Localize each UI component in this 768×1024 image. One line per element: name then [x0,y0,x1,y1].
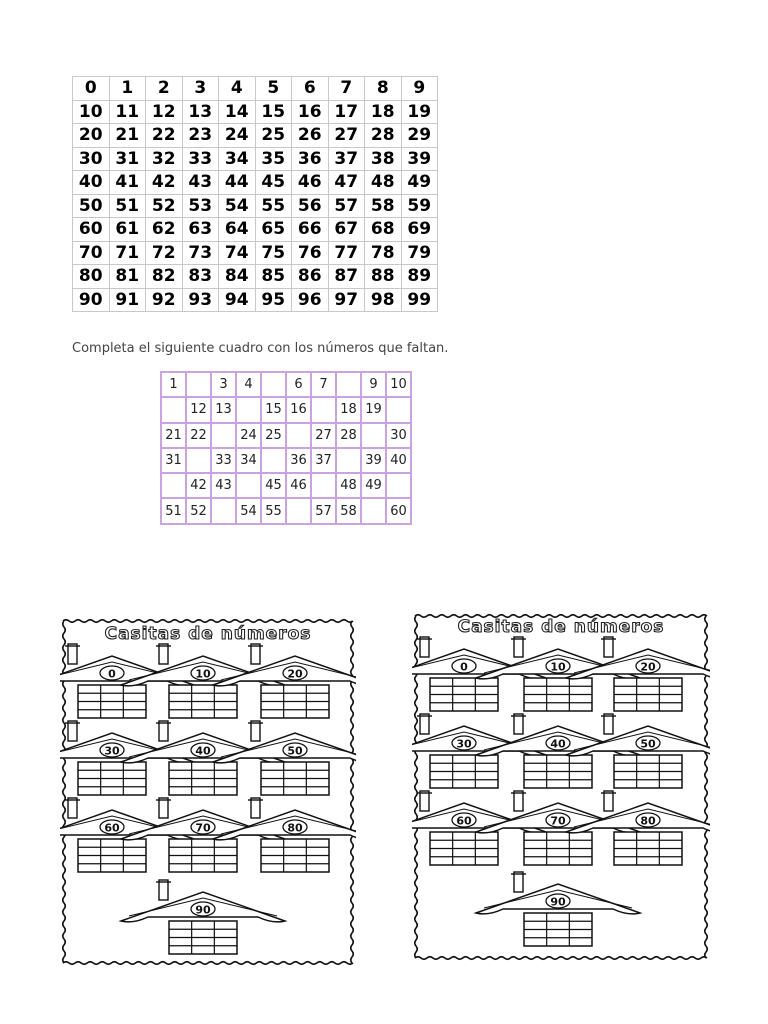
chimney [251,721,260,741]
blank-cell[interactable] [186,372,211,397]
blank-cell[interactable] [161,397,186,422]
blank-cell[interactable] [261,372,286,397]
chimney [159,798,168,818]
chimney [159,644,168,664]
number-cell: 12 [186,397,211,422]
hundred-chart-row [73,241,438,265]
number-cell: 58 [336,498,361,523]
hundred-chart-cell: 21 [109,124,146,148]
hundred-chart-cell: 37 [328,147,365,171]
hundred-chart-cell: 91 [109,288,146,312]
number-cell: 42 [186,473,211,498]
hundred-chart-cell: 94 [219,288,256,312]
chimney [420,714,429,734]
hundred-chart-cell: 33 [182,147,219,171]
number-cell: 45 [261,473,286,498]
blank-cell[interactable] [236,473,261,498]
hundred-chart-cell: 36 [292,147,329,171]
hundred-chart-cell: 50 [73,194,110,218]
number-cell: 25 [261,423,286,448]
exercise-row [161,448,411,473]
house-number: 30 [456,737,472,751]
exercise-row [161,372,411,397]
hundred-chart-cell: 95 [255,288,292,312]
exercise-row [161,473,411,498]
chimney [251,644,260,664]
hundred-chart-cell: 75 [255,241,292,265]
number-cell: 33 [211,448,236,473]
exercise-row [161,423,411,448]
house-number: 50 [640,737,656,751]
hundred-chart-cell: 79 [401,241,438,265]
hundred-chart-cell: 61 [109,218,146,242]
chimney [604,791,613,811]
exercise-row [161,498,411,523]
hundred-chart-cell: 19 [401,100,438,124]
hundred-chart-row [73,265,438,289]
hundred-chart-cell: 25 [255,124,292,148]
hundred-chart-cell: 68 [365,218,402,242]
hundred-chart-cell: 69 [401,218,438,242]
house-number: 50 [287,744,303,758]
blank-cell[interactable] [261,448,286,473]
missing-numbers-grid-wrapper [160,371,426,526]
hundred-chart-cell: 80 [73,265,110,289]
hundred-chart-cell: 66 [292,218,329,242]
hundred-chart-cell: 65 [255,218,292,242]
number-cell: 6 [286,372,311,397]
hundred-chart-cell: 11 [109,100,146,124]
number-cell: 60 [386,498,411,523]
chimney [514,791,523,811]
hundred-chart-cell: 38 [365,147,402,171]
house-number: 10 [550,660,566,674]
hundred-chart-cell: 77 [328,241,365,265]
hundred-chart-cell: 53 [182,194,219,218]
hundred-chart-cell: 56 [292,194,329,218]
number-cell: 52 [186,498,211,523]
hundred-chart-cell: 8 [365,77,402,101]
number-cell: 22 [186,423,211,448]
house-number: 80 [640,814,656,828]
hundred-chart-cell: 63 [182,218,219,242]
number-cell: 15 [261,397,286,422]
number-cell: 18 [336,397,361,422]
blank-cell[interactable] [386,397,411,422]
blank-cell[interactable] [311,397,336,422]
hundred-chart-cell: 34 [219,147,256,171]
number-cell: 24 [236,423,261,448]
hundred-chart-cell: 24 [219,124,256,148]
number-cell: 27 [311,423,336,448]
number-cell: 21 [161,423,186,448]
blank-cell[interactable] [311,473,336,498]
chimney [514,714,523,734]
blank-cell[interactable] [286,498,311,523]
blank-cell[interactable] [236,397,261,422]
house-number: 0 [108,667,116,681]
hundred-chart-cell: 99 [401,288,438,312]
blank-cell[interactable] [361,498,386,523]
hundred-chart-cell: 43 [182,171,219,195]
hundred-chart-cell: 57 [328,194,365,218]
hundred-chart-cell: 78 [365,241,402,265]
number-cell: 4 [236,372,261,397]
house-number: 10 [195,667,211,681]
hundred-chart-cell: 9 [401,77,438,101]
hundred-chart-cell: 55 [255,194,292,218]
hundred-chart-cell: 35 [255,147,292,171]
number-cell: 13 [211,397,236,422]
hundred-chart-cell: 97 [328,288,365,312]
blank-cell[interactable] [211,498,236,523]
hundred-chart-cell: 73 [182,241,219,265]
hundred-chart-cell: 52 [146,194,183,218]
hundred-chart-cell: 85 [255,265,292,289]
missing-numbers-grid [160,371,412,525]
hundred-chart-cell: 39 [401,147,438,171]
house-number: 20 [287,667,303,681]
blank-cell[interactable] [186,448,211,473]
exercise-row [161,397,411,422]
chimney [251,798,260,818]
house-number: 30 [104,744,120,758]
house-number: 70 [195,821,211,835]
hundred-chart-cell: 82 [146,265,183,289]
worksheet-left [60,617,356,967]
hundred-chart-row [73,171,438,195]
hundred-chart-cell: 31 [109,147,146,171]
hundred-chart-cell: 51 [109,194,146,218]
number-cell: 10 [386,372,411,397]
house-number: 60 [104,821,120,835]
chimney [420,791,429,811]
chimney [604,637,613,657]
hundred-chart-cell: 81 [109,265,146,289]
hundred-chart-cell: 16 [292,100,329,124]
blank-cell[interactable] [286,423,311,448]
house-number: 0 [460,660,468,674]
hundred-chart-cell: 30 [73,147,110,171]
house-number: 40 [195,744,211,758]
hundred-chart-cell: 42 [146,171,183,195]
house-number: 20 [640,660,656,674]
number-cell: 30 [386,423,411,448]
number-cell: 46 [286,473,311,498]
hundred-chart-cell: 27 [328,124,365,148]
hundred-chart-cell: 45 [255,171,292,195]
number-cell: 39 [361,448,386,473]
hundred-chart-cell: 98 [365,288,402,312]
hundred-chart-cell: 10 [73,100,110,124]
number-cell: 31 [161,448,186,473]
hundred-chart-cell: 4 [219,77,256,101]
hundred-chart-cell: 29 [401,124,438,148]
house-number: 60 [456,814,472,828]
hundred-chart-row [73,100,438,124]
chimney [68,644,77,664]
number-cell: 34 [236,448,261,473]
hundred-chart-cell: 47 [328,171,365,195]
hundred-chart-cell: 71 [109,241,146,265]
hundred-chart-cell: 72 [146,241,183,265]
hundred-chart-row [73,288,438,312]
chimney [159,721,168,741]
hundred-chart-cell: 1 [109,77,146,101]
number-cell: 48 [336,473,361,498]
house-number: 90 [550,895,566,909]
blank-cell[interactable] [336,448,361,473]
house-number: 70 [550,814,566,828]
chimney [68,721,77,741]
house-number: 40 [550,737,566,751]
hundred-chart-cell: 54 [219,194,256,218]
hundred-chart-row [73,77,438,101]
hundred-chart-cell: 6 [292,77,329,101]
chimney [159,880,168,900]
hundred-chart-cell: 86 [292,265,329,289]
hundred-chart-cell: 12 [146,100,183,124]
hundred-chart-cell: 88 [365,265,402,289]
blank-cell[interactable] [211,423,236,448]
number-house [476,872,640,946]
chimney [514,872,523,892]
blank-cell[interactable] [361,423,386,448]
hundred-chart-cell: 89 [401,265,438,289]
number-cell: 57 [311,498,336,523]
chimney [604,714,613,734]
hundred-chart-cell: 76 [292,241,329,265]
number-cell: 9 [361,372,386,397]
hundred-chart-cell: 49 [401,171,438,195]
hundred-chart-cell: 62 [146,218,183,242]
number-cell: 36 [286,448,311,473]
hundred-chart-cell: 28 [365,124,402,148]
house-number: 80 [287,821,303,835]
worksheet-title: Casitas de números [104,624,312,644]
hundred-chart-cell: 90 [73,288,110,312]
hundred-chart-cell: 23 [182,124,219,148]
house-number: 90 [195,903,211,917]
hundred-chart-cell: 58 [365,194,402,218]
hundred-chart-cell: 7 [328,77,365,101]
hundred-chart-cell: 93 [182,288,219,312]
hundred-chart-cell: 26 [292,124,329,148]
hundred-chart-cell: 3 [182,77,219,101]
number-cell: 16 [286,397,311,422]
hundred-chart-row [73,218,438,242]
chimney [514,637,523,657]
hundred-chart-cell: 92 [146,288,183,312]
hundred-chart-cell: 74 [219,241,256,265]
hundred-chart-cell: 46 [292,171,329,195]
hundred-chart-cell: 20 [73,124,110,148]
blank-cell[interactable] [386,473,411,498]
number-cell: 40 [386,448,411,473]
hundred-chart-cell: 22 [146,124,183,148]
worksheet-right [412,612,710,962]
hundred-chart-cell: 17 [328,100,365,124]
hundred-chart-cell: 87 [328,265,365,289]
hundred-chart-cell: 15 [255,100,292,124]
number-cell: 3 [211,372,236,397]
hundred-chart-cell: 18 [365,100,402,124]
hundred-chart-cell: 96 [292,288,329,312]
hundred-chart-cell: 5 [255,77,292,101]
hundred-chart-cell: 41 [109,171,146,195]
hundred-chart-cell: 44 [219,171,256,195]
hundred-chart-cell: 67 [328,218,365,242]
hundred-chart-row [73,124,438,148]
hundred-chart-cell: 40 [73,171,110,195]
number-cell: 51 [161,498,186,523]
hundred-chart-cell: 48 [365,171,402,195]
hundred-chart-cell: 0 [73,77,110,101]
hundred-chart-cell: 83 [182,265,219,289]
number-cell: 54 [236,498,261,523]
hundred-chart-cell: 13 [182,100,219,124]
hundred-chart-cell: 60 [73,218,110,242]
number-cell: 19 [361,397,386,422]
hundred-chart [72,76,438,312]
exercise-instruction: Completa el siguiente cuadro con los números que faltan. [72,341,449,356]
hundred-chart-row [73,147,438,171]
hundred-chart-cell: 64 [219,218,256,242]
hundred-chart-cell: 14 [219,100,256,124]
chimney [68,798,77,818]
number-cell: 43 [211,473,236,498]
blank-cell[interactable] [161,473,186,498]
number-cell: 55 [261,498,286,523]
number-cell: 1 [161,372,186,397]
worksheet-title: Casitas de números [457,617,665,637]
hundred-chart-cell: 84 [219,265,256,289]
hundred-chart-cell: 2 [146,77,183,101]
number-house [121,880,285,954]
number-cell: 37 [311,448,336,473]
number-cell: 7 [311,372,336,397]
number-cell: 49 [361,473,386,498]
hundred-chart-row [73,194,438,218]
chimney [420,637,429,657]
hundred-chart-cell: 32 [146,147,183,171]
blank-cell[interactable] [336,372,361,397]
number-cell: 28 [336,423,361,448]
hundred-chart-cell: 70 [73,241,110,265]
hundred-chart-cell: 59 [401,194,438,218]
